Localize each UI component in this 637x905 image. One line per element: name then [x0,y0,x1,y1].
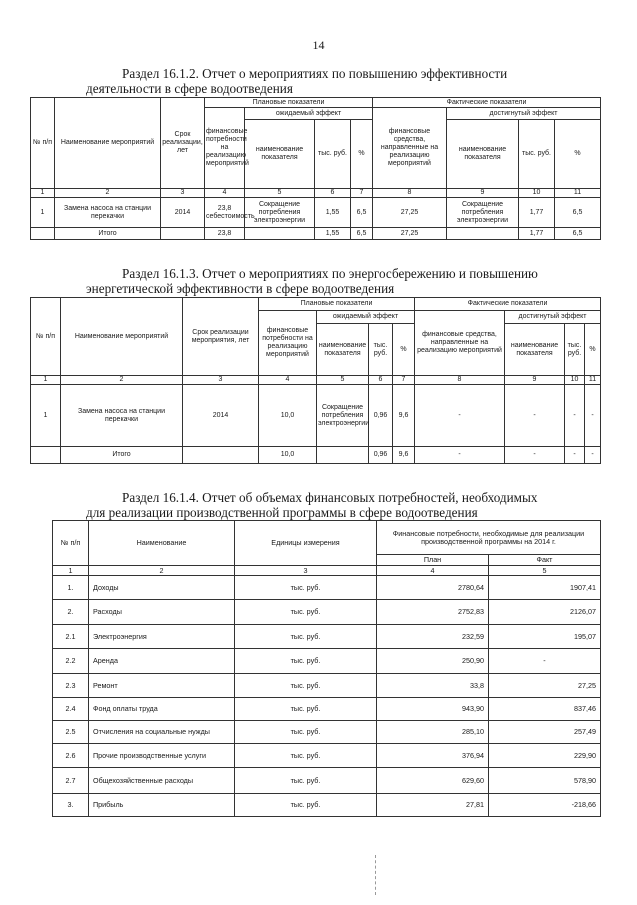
column-index: 7 [351,189,373,198]
column-index: 2 [89,566,235,576]
col-header-fin-plan: финансовые потребности на реализацию мероприятий [205,108,245,189]
table-row [53,600,601,625]
cell-fact: 578,90 [489,768,601,794]
cell-fact: - [489,649,601,674]
col-header-expected: ожидаемый эффект [245,108,373,120]
total-fin-fact: - [415,447,505,464]
cell-unit: тыс. руб. [235,649,377,674]
column-index: 10 [519,189,555,198]
table-row [53,649,601,674]
cell-unit: тыс. руб. [235,600,377,625]
cell-term: 2014 [161,198,205,228]
column-index: 3 [235,566,377,576]
cell-name: Ремонт [89,674,235,698]
cell-fin-plan: 10,0 [259,385,317,447]
table-row [53,721,601,744]
column-index: 4 [377,566,489,576]
col-header-pct: % [555,120,601,189]
cell-name: Общехозяйственные расходы [89,768,235,794]
cell-plan: 629,60 [377,768,489,794]
col-header-name: Наименование мероприятий [55,98,161,189]
cell-plan: 27,81 [377,794,489,817]
col-header-indicator: наименование показателя [505,324,565,376]
col-header-fact: Факт [489,555,601,566]
total-fin-plan: 10,0 [259,447,317,464]
column-index: 2 [61,376,183,385]
table-row [53,625,601,649]
cell-name: Замена насоса на станции перекачки [61,385,183,447]
cell-num: 1 [31,198,55,228]
cell-fin-fact: 27,25 [373,198,447,228]
cell-plan: 376,94 [377,744,489,768]
measures-efficiency-table [30,97,601,240]
cell-rub-fact: - [565,385,585,447]
column-index: 4 [259,376,317,385]
column-index: 11 [585,376,601,385]
cell-plan: 232,59 [377,625,489,649]
cell-indicator: Сокращение потребления электроэнергии [245,198,315,228]
section-16-1-2-heading [86,66,606,96]
cell-unit: тыс. руб. [235,674,377,698]
cell-fact: 1907,41 [489,576,601,600]
column-index: 6 [315,189,351,198]
cell-fact: 27,25 [489,674,601,698]
cell-name: Фонд оплаты труда [89,698,235,721]
section-heading-line: для реализации производственной программы в сфере водоотведения [86,505,478,520]
table-row [31,198,601,228]
table-row [53,674,601,698]
cell-rub: 0,96 [369,385,393,447]
cell-indicator: Сокращение потребления электроэнергии [317,385,369,447]
cell-unit: тыс. руб. [235,768,377,794]
col-header-fin-needs: Финансовые потребности, необходимые для реализации производственной программы на 2014 г. [377,521,601,555]
col-header-name: Наименование [89,521,235,566]
col-header-num: № п/п [31,98,55,189]
col-header-fact: Фактические показатели [373,98,601,108]
cell-unit: тыс. руб. [235,721,377,744]
table-row [53,576,601,600]
cell-unit: тыс. руб. [235,744,377,768]
cell-name: Расходы [89,600,235,625]
col-header-expected: ожидаемый эффект [317,311,415,324]
col-header-fact: Фактические показатели [415,298,601,311]
cell-pct: 9,6 [393,385,415,447]
cell-unit: тыс. руб. [235,576,377,600]
total-rub: 1,55 [315,228,351,240]
cell-name: Отчисления на социальные нужды [89,721,235,744]
cell-term: 2014 [183,385,259,447]
financial-needs-table [52,520,601,817]
total-rub: 0,96 [369,447,393,464]
total-pct: 9,6 [393,447,415,464]
col-header-num: № п/п [53,521,89,566]
column-index: 9 [447,189,519,198]
column-index: 7 [393,376,415,385]
col-header-achieved: достигнутый эффект [447,108,601,120]
total-row [31,447,601,464]
col-header-plan: Плановые показатели [205,98,373,108]
total-label: Итого [55,228,161,240]
section-heading-line: деятельности в сфере водоотведения [86,81,293,96]
column-index: 5 [489,566,601,576]
page-number: 14 [312,38,325,52]
total-indicator-fact: - [505,447,565,464]
column-index-row [31,189,601,198]
total-label: Итого [61,447,183,464]
col-header-fin-fact: финансовые средства, направленные на реализацию мероприятий [415,311,505,376]
cell-num: 2.2 [53,649,89,674]
col-header-num: № п/п [31,298,61,376]
cell-pct-fact: - [585,385,601,447]
col-header-plan: Плановые показатели [259,298,415,311]
cell-name: Прочие производственные услуги [89,744,235,768]
column-index: 5 [317,376,369,385]
cell-num: 2.3 [53,674,89,698]
cell-num: 3. [53,794,89,817]
cell-num: 2.7 [53,768,89,794]
col-header-rub: тыс. руб. [519,120,555,189]
column-index: 8 [415,376,505,385]
cell-num: 1 [31,385,61,447]
total-rub-fact: - [565,447,585,464]
column-index-row [53,566,601,576]
cell-plan: 2752,83 [377,600,489,625]
section-heading-line: энергетической эффективности в сфере водоотведения [86,281,395,296]
column-index: 4 [205,189,245,198]
col-header-indicator: наименование показателя [447,120,519,189]
column-index: 3 [183,376,259,385]
col-header-fin-plan: финансовые потребности на реализацию мероприятий [259,311,317,376]
column-index: 10 [565,376,585,385]
column-index: 5 [245,189,315,198]
cell-num: 2.4 [53,698,89,721]
column-index: 8 [373,189,447,198]
table-row [31,385,601,447]
col-header-name: Наименование мероприятий [61,298,183,376]
col-header-rub: тыс. руб. [369,324,393,376]
cell-fact: 229,90 [489,744,601,768]
column-index: 9 [505,376,565,385]
col-header-achieved: достигнутый эффект [505,311,601,324]
section-16-1-4-heading [86,490,606,520]
col-header-rub: тыс. руб. [565,324,585,376]
cell-name: Замена насоса на станции перекачки [55,198,161,228]
col-header-pct: % [393,324,415,376]
total-fin-plan: 23,8 [205,228,245,240]
section-heading-line: Раздел 16.1.4. Отчет об объемах финансовых потребностей, необходимых [122,490,538,505]
cell-fact: 837,46 [489,698,601,721]
cell-fact: 195,07 [489,625,601,649]
col-header-plan: План [377,555,489,566]
column-index: 1 [31,189,55,198]
column-index: 1 [53,566,89,576]
cell-num: 1. [53,576,89,600]
cell-num: 2.1 [53,625,89,649]
cell-rub-fact: 1,77 [519,198,555,228]
cell-fact: -218,66 [489,794,601,817]
total-fin-fact: 27,25 [373,228,447,240]
cell-indicator-fact: Сокращение потребления электроэнергии [447,198,519,228]
column-index: 1 [31,376,61,385]
column-index: 11 [555,189,601,198]
cell-name: Электроэнергия [89,625,235,649]
cell-name: Аренда [89,649,235,674]
cell-plan: 2780,64 [377,576,489,600]
cell-fin-plan: 23,8 себестоимость [205,198,245,228]
section-heading-line: Раздел 16.1.3. Отчет о мероприятиях по энергосбережению и повышению [122,266,538,281]
table-row [53,768,601,794]
column-index: 3 [161,189,205,198]
total-pct-fact: - [585,447,601,464]
cell-indicator-fact: - [505,385,565,447]
cell-num: 2.5 [53,721,89,744]
cell-fact: 2126,07 [489,600,601,625]
cell-rub: 1,55 [315,198,351,228]
table-row [53,794,601,817]
cell-num: 2. [53,600,89,625]
scan-fold-line [375,855,376,895]
cell-pct-fact: 6,5 [555,198,601,228]
cell-name: Прибыль [89,794,235,817]
col-header-unit: Единицы измерения [235,521,377,566]
column-index: 2 [55,189,161,198]
col-header-indicator: наименование показателя [245,120,315,189]
cell-unit: тыс. руб. [235,698,377,721]
total-pct: 6,5 [351,228,373,240]
col-header-pct: % [351,120,373,189]
col-header-indicator: наименование показателя [317,324,369,376]
total-row [31,228,601,240]
cell-num: 2.6 [53,744,89,768]
section-16-1-3-heading [86,266,606,296]
table-row [53,744,601,768]
total-rub-fact: 1,77 [519,228,555,240]
cell-fin-fact: - [415,385,505,447]
column-index-row [31,376,601,385]
cell-plan: 250,90 [377,649,489,674]
cell-plan: 285,10 [377,721,489,744]
col-header-term: Срок реализации, лет [161,98,205,189]
cell-name: Доходы [89,576,235,600]
total-pct-fact: 6,5 [555,228,601,240]
cell-plan: 33,8 [377,674,489,698]
col-header-rub: тыс. руб. [315,120,351,189]
cell-fact: 257,49 [489,721,601,744]
col-header-pct: % [585,324,601,376]
col-header-fin-fact: финансовые средства, направленные на реализацию мероприятий [373,108,447,189]
cell-plan: 943,90 [377,698,489,721]
cell-pct: 6,5 [351,198,373,228]
col-header-term: Срок реализации мероприятия, лет [183,298,259,376]
cell-unit: тыс. руб. [235,625,377,649]
table-row [53,698,601,721]
energy-saving-table [30,297,601,464]
column-index: 6 [369,376,393,385]
section-heading-line: Раздел 16.1.2. Отчет о мероприятиях по повышению эффективности [122,66,508,81]
cell-unit: тыс. руб. [235,794,377,817]
